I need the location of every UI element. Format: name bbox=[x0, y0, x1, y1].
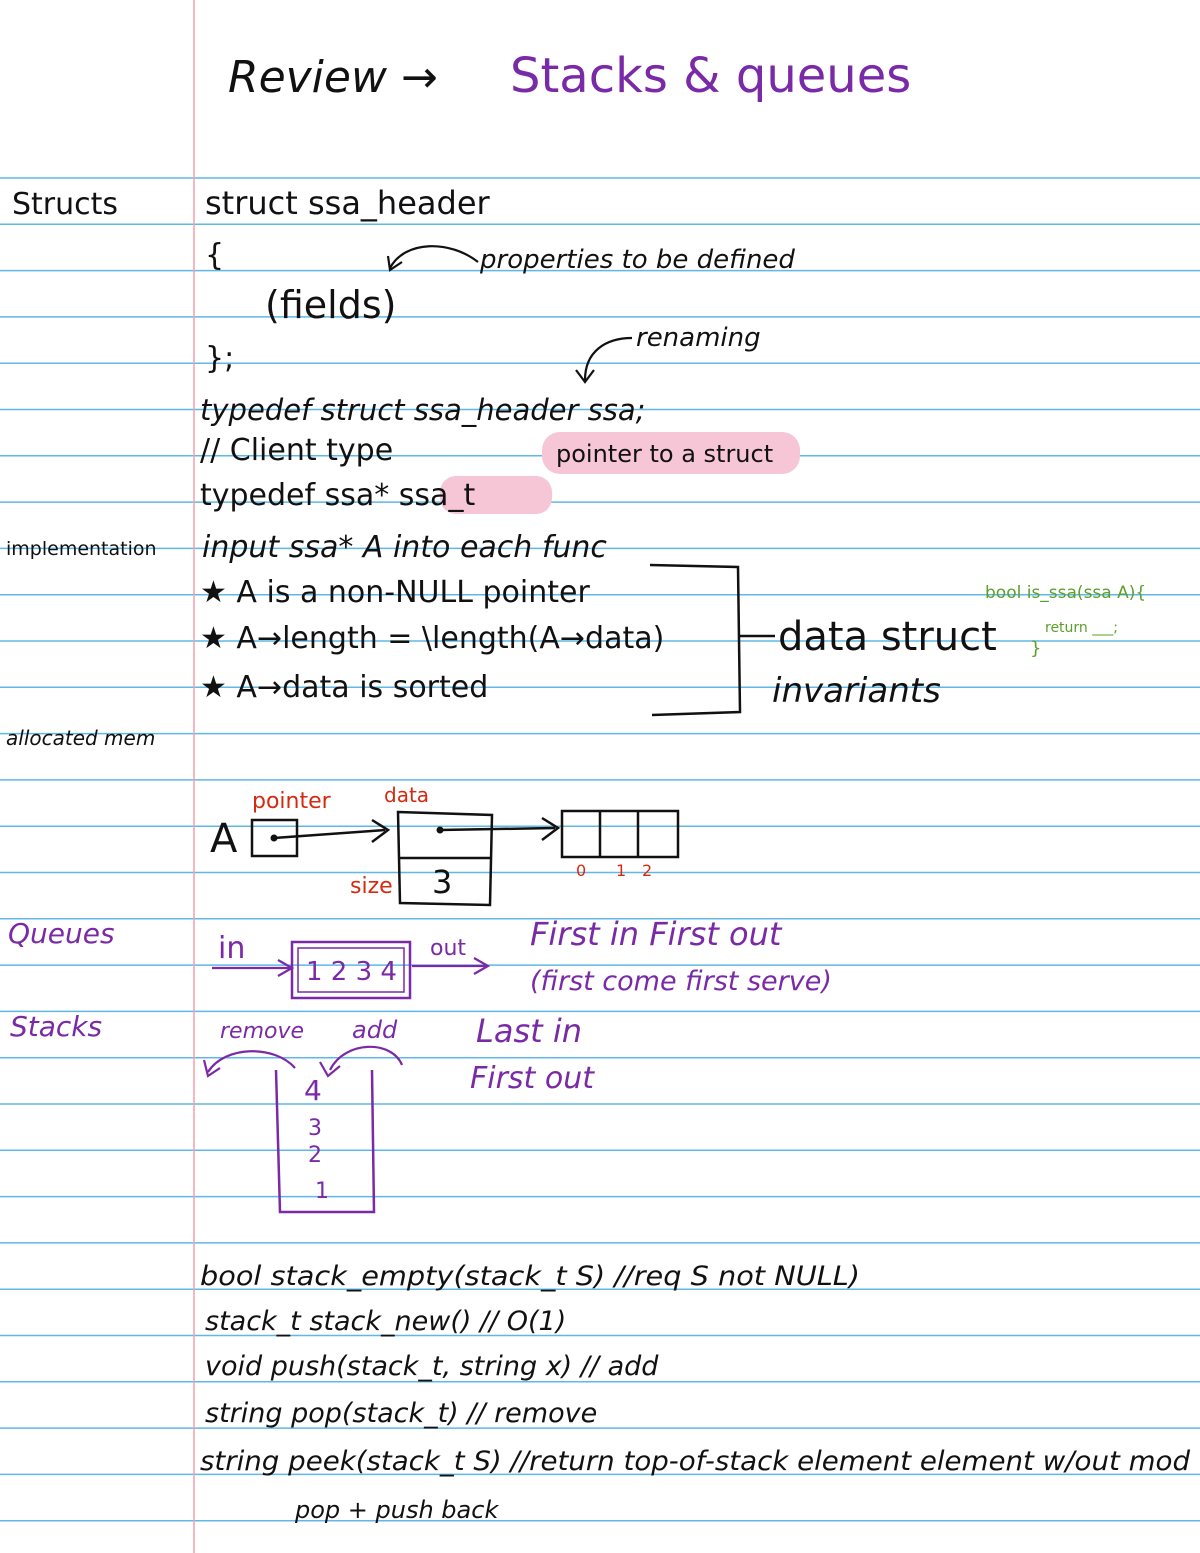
lifo-line-2: First out bbox=[470, 1061, 594, 1096]
remove-arrow bbox=[208, 1051, 295, 1072]
green-brace: } bbox=[1030, 638, 1042, 659]
note-renaming: renaming bbox=[636, 323, 761, 353]
invariant-2: ★ A→length = \length(A→data) bbox=[200, 621, 665, 656]
margin-structs: Structs bbox=[12, 187, 119, 222]
func-stack-new: stack_t stack_new() // O(1) bbox=[205, 1306, 567, 1337]
struct-line: struct ssa_header bbox=[205, 184, 490, 222]
data-label: data bbox=[384, 783, 430, 807]
stack-remove: remove bbox=[220, 1019, 305, 1044]
note-pointer: pointer to a struct bbox=[556, 440, 774, 468]
queue-out: out bbox=[430, 936, 467, 961]
struct-fields: (fields) bbox=[265, 283, 397, 327]
struct-open-brace: { bbox=[205, 238, 225, 273]
impl-input: input ssa* A into each func bbox=[202, 530, 607, 565]
typedef-line-1: typedef struct ssa_header ssa; bbox=[200, 393, 646, 427]
stack-item-1: 1 bbox=[315, 1179, 329, 1204]
queue-contents: 1 2 3 4 bbox=[306, 957, 397, 987]
invariants-label-1: data struct bbox=[778, 614, 997, 660]
queue-in: in bbox=[218, 931, 246, 966]
stack-add: add bbox=[352, 1016, 398, 1044]
struct-close-brace: }; bbox=[205, 341, 235, 376]
stack-item-4: 4 bbox=[304, 1074, 322, 1107]
typedef-line-2: typedef ssa* ssa_t bbox=[200, 478, 476, 513]
title-stacks-queues: Stacks & queues bbox=[510, 48, 912, 104]
green-is-ssa: bool is_ssa(ssa A){ bbox=[985, 583, 1147, 603]
pointer-label: pointer bbox=[252, 789, 331, 814]
note-fields: properties to be defined bbox=[480, 245, 795, 275]
func-pop: string pop(stack_t) // remove bbox=[205, 1398, 598, 1429]
index-0: 0 bbox=[576, 861, 587, 880]
index-2: 2 bbox=[642, 861, 653, 880]
invariant-1: ★ A is a non-NULL pointer bbox=[200, 575, 590, 610]
fifo-line-1: First in First out bbox=[530, 915, 782, 953]
var-a: A bbox=[210, 816, 238, 862]
index-1: 1 bbox=[616, 861, 627, 880]
func-peek-note: pop + push back bbox=[295, 1496, 499, 1524]
margin-allocated: allocated mem bbox=[6, 726, 156, 750]
lifo-line-1: Last in bbox=[476, 1012, 582, 1050]
title-review: Review → bbox=[228, 52, 438, 103]
fields-arrow bbox=[390, 246, 478, 268]
data-arrow bbox=[440, 828, 555, 830]
margin-implementation: implementation bbox=[6, 538, 157, 560]
margin-queues: Queues bbox=[8, 917, 115, 950]
func-peek: string peek(stack_t S) //return top-of-stack element element w/out mod bbox=[200, 1446, 1191, 1477]
size-label: size bbox=[350, 874, 393, 899]
func-push: void push(stack_t, string x) // add bbox=[205, 1351, 659, 1382]
stack-item-3: 3 bbox=[308, 1116, 322, 1141]
stack-item-2: 2 bbox=[308, 1143, 322, 1168]
client-type-comment: // Client type bbox=[200, 433, 394, 468]
green-return: return ___; bbox=[1045, 620, 1118, 636]
size-value: 3 bbox=[432, 863, 453, 901]
fields-arrow-head bbox=[388, 256, 402, 270]
invariants-label-2: invariants bbox=[772, 671, 941, 711]
fifo-line-2: (first come first serve) bbox=[530, 966, 832, 997]
func-stack-empty: bool stack_empty(stack_t S) //req S not NULL) bbox=[200, 1261, 860, 1292]
array-box bbox=[562, 811, 678, 857]
margin-stacks: Stacks bbox=[10, 1010, 103, 1043]
pointer-arrow bbox=[274, 830, 385, 838]
invariant-3: ★ A→data is sorted bbox=[200, 670, 489, 705]
